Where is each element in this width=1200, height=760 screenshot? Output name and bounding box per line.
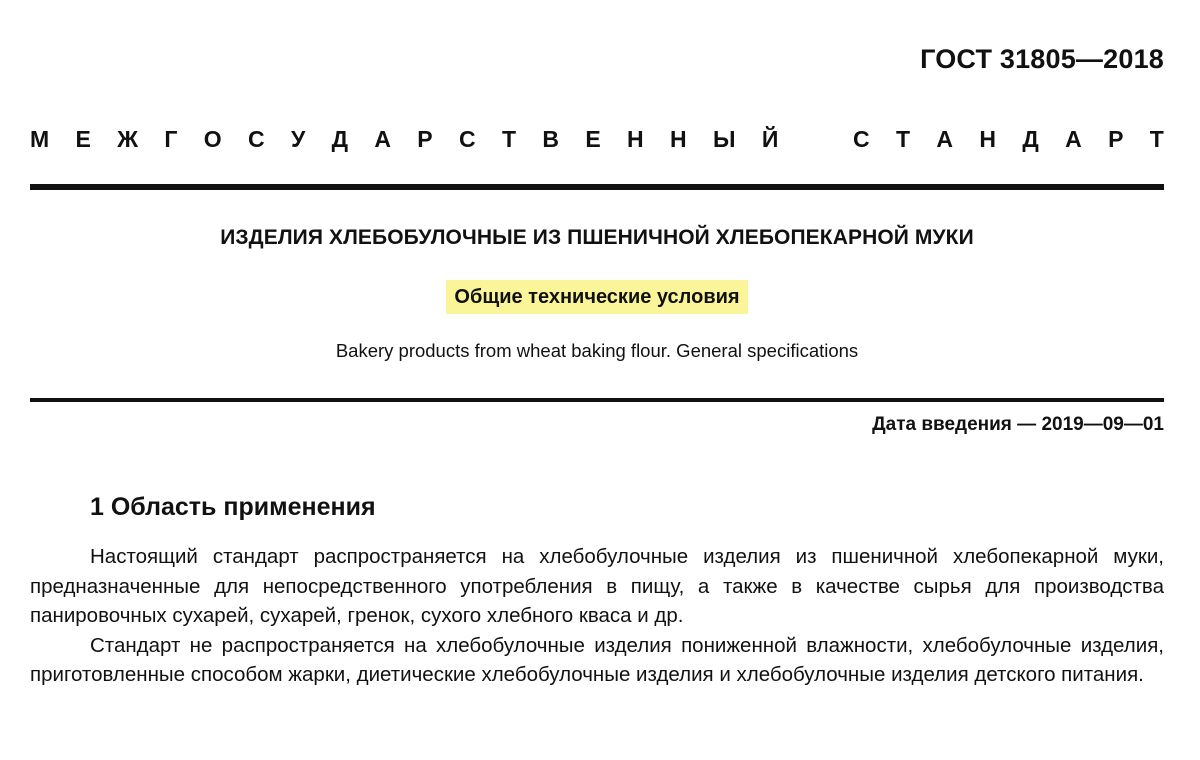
interstate-title-letter: Р — [1108, 126, 1124, 152]
paragraph-exclusions: Стандарт не распространяется на хлебобулочные изделия пониженной влажности, хлебобулочные изделия, приготовленные способом жарки, диетические хлебобулочные изделия и хлебобулочные изделия детского питания. — [30, 633, 1164, 686]
interstate-title-letter: Д — [1022, 126, 1039, 152]
interstate-title-letter: Т — [501, 126, 517, 152]
interstate-title-letter: С — [458, 126, 476, 152]
interstate-title-letter: Т — [1149, 126, 1164, 152]
interstate-standard-title — [30, 124, 1164, 154]
interstate-title-letter: Ы — [712, 126, 736, 152]
interstate-title-letter: О — [203, 126, 222, 152]
interstate-title-letter: С — [247, 126, 265, 152]
header-divider-bottom — [30, 398, 1164, 402]
interstate-title-letter: А — [1065, 126, 1082, 152]
word-gap — [805, 124, 827, 154]
interstate-title-letter: Р — [417, 126, 433, 152]
interstate-title-letter: Н — [627, 126, 644, 152]
interstate-title-letter: Й — [761, 126, 779, 152]
subtitle-highlighted: Общие технические условия — [446, 280, 747, 314]
interstate-title-letter: У — [290, 126, 306, 152]
english-title: Bakery products from wheat baking flour. General specifications — [335, 340, 859, 361]
interstate-title-letter: А — [936, 126, 954, 152]
interstate-title-letter: Д — [331, 126, 348, 152]
header-divider-top — [30, 184, 1164, 190]
subtitle-container — [0, 280, 1194, 314]
interstate-title-letter: Е — [75, 126, 91, 152]
interstate-title-letter: С — [853, 126, 870, 152]
introduction-date: Дата введения — 2019—09—01 — [872, 414, 1164, 435]
product-title: ИЗДЕЛИЯ ХЛЕБОБУЛОЧНЫЕ ИЗ ПШЕНИЧНОЙ ХЛЕБОПЕКАРНОЙ МУКИ — [220, 226, 974, 249]
interstate-title-letter: Е — [585, 126, 601, 152]
section-heading: 1 Область применения — [90, 493, 376, 521]
document-number: ГОСТ 31805—2018 — [920, 44, 1164, 74]
paragraph-scope: Настоящий стандарт распространяется на хлебобулочные изделия из пшеничной хлебопекарной муки, предназначенные для непосредственного употребления в пищу, а также в качестве сырья для производства панировочных сухарей, сухарей, гренок, сухого хлебного кваса и др. — [30, 545, 1164, 627]
interstate-title-letter: М — [30, 126, 50, 152]
interstate-title-letter: Ж — [117, 126, 138, 152]
interstate-title-letter: Т — [896, 126, 911, 152]
interstate-title-letter: Г — [164, 126, 178, 152]
section-body — [30, 542, 1164, 690]
interstate-title-letter: А — [374, 126, 391, 152]
interstate-title-letter: Н — [979, 126, 997, 152]
interstate-title-letter: В — [542, 126, 559, 152]
interstate-title-letter: Н — [669, 126, 687, 152]
